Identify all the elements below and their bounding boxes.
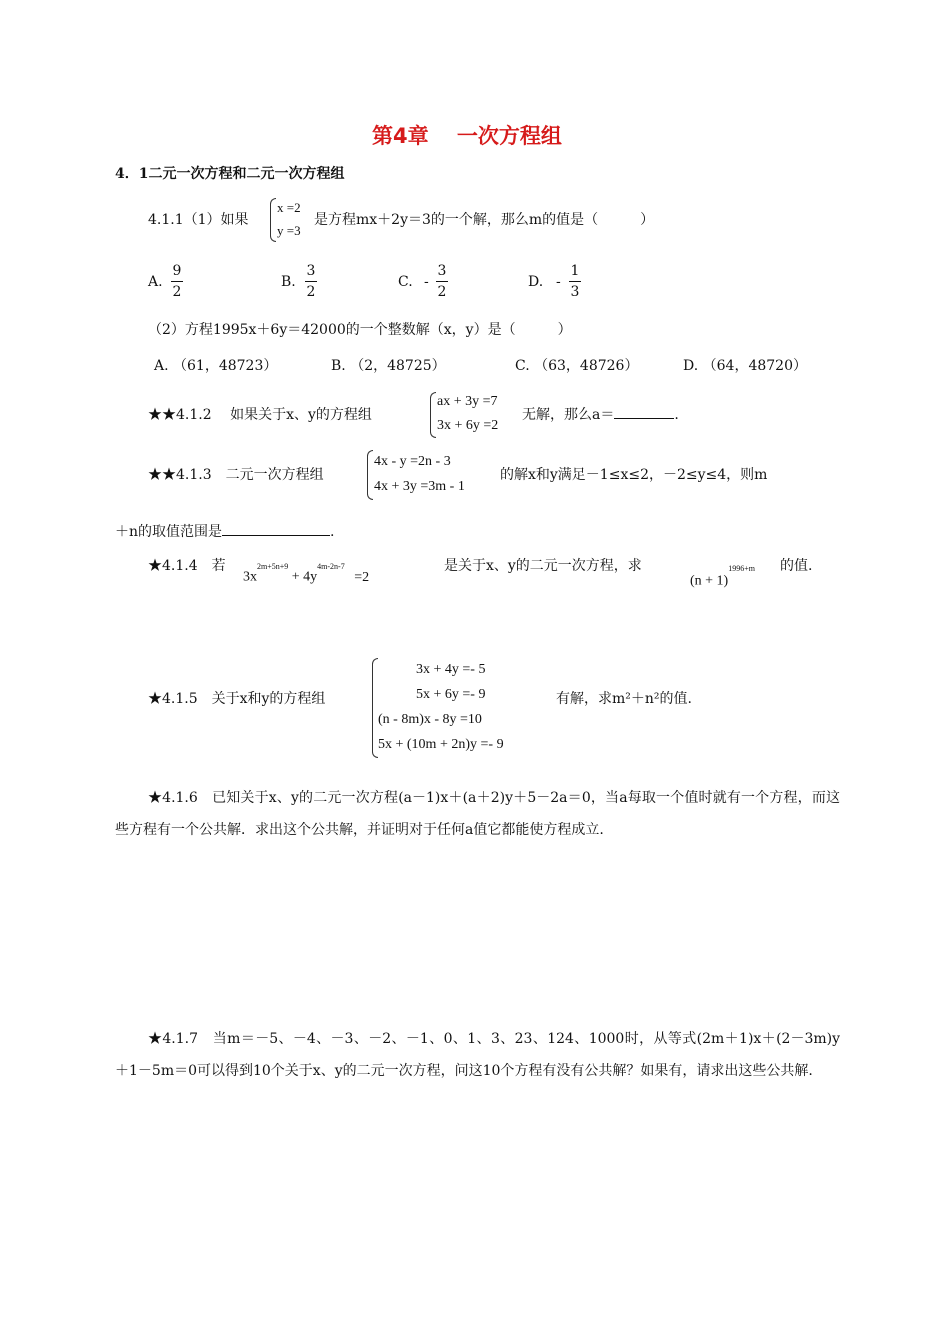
system-equation: 4x + 3y =3m - 1 (374, 479, 465, 494)
option-fraction (171, 264, 183, 299)
question-4-1-6: ★4.1.6 已知关于x、y的二元一次方程(a－1)x＋(a＋2)y＋5－2a＝0，当a每取一个值时就有一个方程，而这些方程有一个公共解．求出这个公共解，并证明对于任何a值它都能使方程成立. (115, 790, 840, 838)
exponent: 1996+m (728, 564, 755, 573)
end-mark: . (674, 407, 679, 423)
option-fraction (569, 264, 581, 299)
question-suffix: 的解x和y满足－1≤x≤2，－2≤y≤4，则m (500, 467, 768, 483)
section-heading: 4．1二元一次方程和二元一次方程组 (115, 166, 345, 182)
system-brace (430, 392, 436, 438)
option-letter: D. (528, 274, 544, 290)
fraction-numerator: 3 (437, 263, 447, 279)
answer-blank (614, 418, 674, 419)
option-letter: A. (148, 274, 163, 290)
term-n-plus-1: (n + 1) (690, 573, 729, 589)
system-equation: x =2 (277, 200, 301, 215)
exponent: 4m-2n-7 (317, 562, 345, 571)
question-suffix: 有解，求m²＋n²的值. (556, 691, 692, 707)
term-4y: + 4y (291, 569, 318, 585)
fraction-denominator: 2 (306, 284, 316, 300)
system-equation: 3x + 4y =- 5 (416, 662, 486, 677)
fraction-denominator: 2 (172, 284, 182, 300)
option-letter: C. (398, 274, 413, 290)
target-expression (690, 564, 755, 589)
option-letter: B. (281, 274, 296, 290)
option-item: C. （63，48726） (515, 358, 639, 374)
system-equation: ax + 3y =7 (437, 394, 498, 409)
term-equals: =2 (354, 569, 370, 585)
option-fraction (305, 264, 317, 299)
suffix-text: 无解，那么a＝ (522, 407, 615, 423)
question-4-1-7: ★4.1.7 当m＝－5、－4、－3、－2、－1、0、1、3、23、124、1000时，从等式(2m＋1)x＋(2－3m)y＋1－5m＝0可以得到10个关于x、y的二元一次方程，问这10个方程有没有公共解？如果有，请求出这些公共解. (115, 1031, 840, 1079)
question-label: 4.1.1（1）如果 (148, 212, 249, 228)
system-equation: 4x - y =2n - 3 (374, 454, 451, 469)
question-middle: 是关于x、y的二元一次方程，求 (444, 558, 642, 574)
option-item: B. （2，48725） (331, 358, 446, 374)
fraction-numerator: 3 (306, 263, 316, 279)
question-4-1-1-part2: （2）方程1995x＋6y＝42000的一个整数解（x，y）是（ ） (148, 322, 572, 338)
term-3x: 3x (243, 569, 257, 585)
fraction-numerator: 1 (570, 263, 580, 279)
option-fraction (436, 264, 448, 299)
question-text: 是方程mx＋2y＝3的一个解，那么m的值是（ ） (314, 212, 655, 228)
system-equation: 5x + 6y =- 9 (416, 687, 486, 702)
question-line2 (115, 525, 334, 539)
option-sign: - (424, 274, 429, 290)
question-prefix: ★4.1.4 若 (148, 558, 226, 574)
fraction-numerator: 9 (172, 263, 182, 279)
option-sign: - (556, 274, 561, 290)
fraction-denominator: 3 (570, 284, 580, 300)
line2-text: ＋n的取值范围是 (115, 524, 223, 540)
system-equation: y =3 (277, 223, 301, 238)
question-prefix: ★★4.1.3 二元一次方程组 (148, 467, 324, 483)
fraction-denominator: 2 (437, 284, 447, 300)
system-brace (367, 450, 373, 500)
answer-blank (222, 535, 330, 536)
equation-expression (243, 562, 370, 585)
option-item: A. （61，48723） (154, 358, 278, 374)
end-mark: . (330, 524, 335, 540)
exponent: 2m+5n+9 (257, 562, 289, 571)
option-item: D. （64，48720） (683, 358, 807, 374)
question-suffix: 的值. (780, 558, 813, 574)
system-equation: (n - 8m)x - 8y =10 (378, 712, 482, 727)
question-prefix: ★4.1.5 关于x和y的方程组 (148, 691, 326, 707)
chapter-title: 第4章 一次方程组 (372, 124, 562, 148)
system-equation: 5x + (10m + 2n)y =- 9 (378, 737, 504, 752)
system-brace (270, 198, 276, 242)
question-suffix (522, 408, 679, 422)
question-prefix: ★★4.1.2 如果关于x、y的方程组 (148, 407, 372, 423)
system-equation: 3x + 6y =2 (437, 418, 499, 433)
